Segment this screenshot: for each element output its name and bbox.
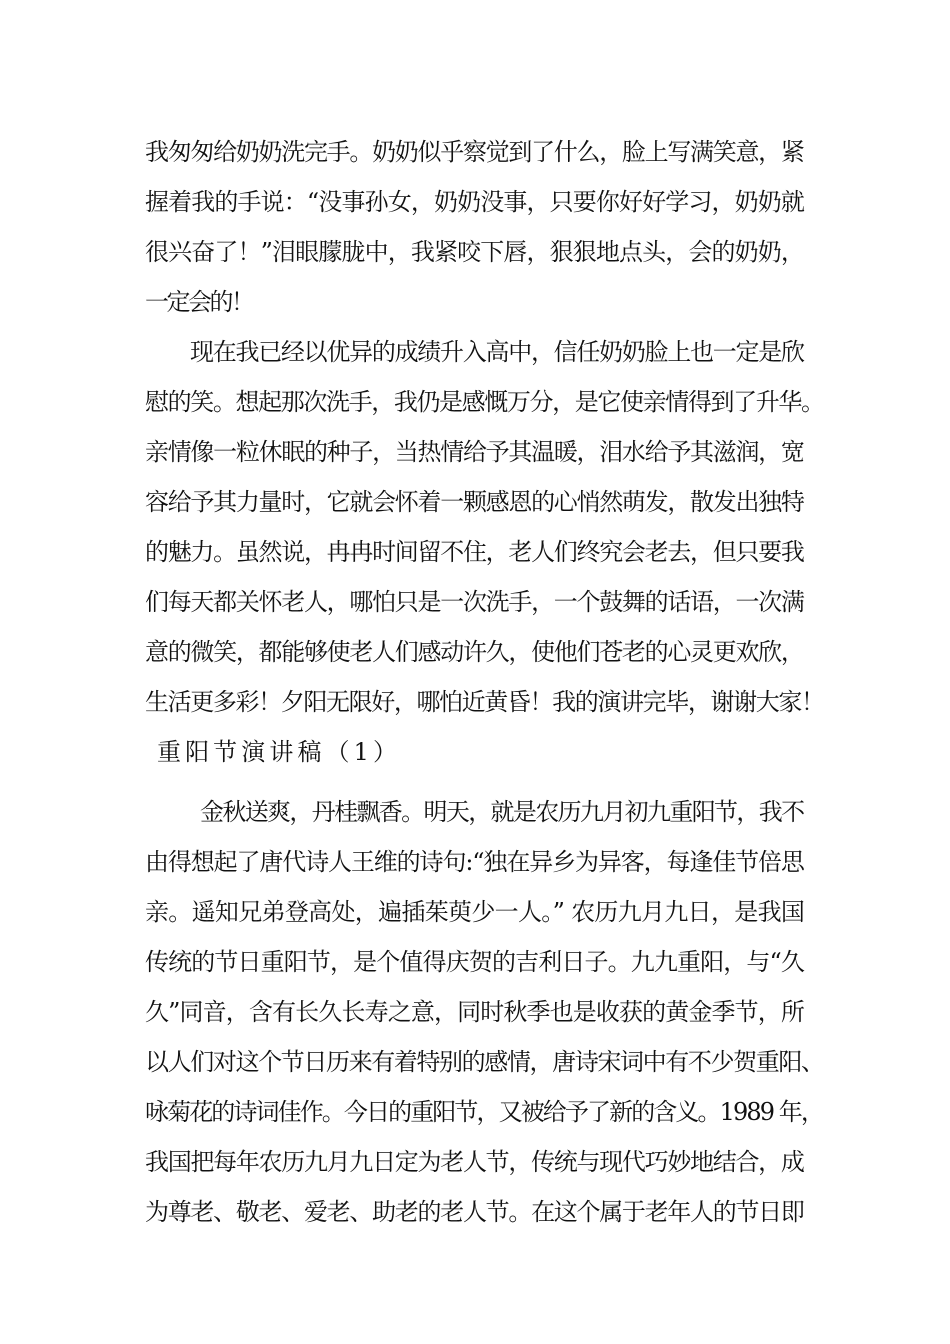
text-line-content: 亲。遥知兄弟登高处，遍插茱萸少一人。” 农历九月九日，是我国 xyxy=(145,898,805,926)
section-heading-text: 重阳节演讲稿（1） xyxy=(157,738,402,766)
text-line-content: 由得想起了唐代诗人王维的诗句:“独在异乡为异客，每逢佳节倍思 xyxy=(145,848,804,876)
text-line-content: 为尊老、敬老、爱老、助老的老人节。在这个属于老年人的节日即 xyxy=(145,1198,804,1226)
text-line-content: 亲情像一粒休眠的种子，当热情给予其温暖，泪水给予其滋润，宽 xyxy=(145,438,804,466)
text-line-content: 握着我的手说：“没事孙女，奶奶没事，只要你好好学习，奶奶就 xyxy=(145,188,805,216)
text-line-content: 现在我已经以优异的成绩升入高中，信任奶奶脸上也一定是欣 xyxy=(190,338,804,366)
text-line-content: 我匆匆给奶奶洗完手。奶奶似乎察觉到了什么，脸上写满笑意，紧 xyxy=(145,138,804,166)
text-line-content: 慰的笑。想起那次洗手，我仍是感慨万分，是它使亲情得到了升华。 xyxy=(145,388,824,416)
text-line-content: 久”同音，含有长久长寿之意，同时秋季也是收获的黄金季节，所 xyxy=(145,998,805,1026)
text-line-content: 一定会的！ xyxy=(145,288,253,316)
text-line-content: 生活更多彩！夕阳无限好，哪怕近黄昏！我的演讲完毕，谢谢大家！ xyxy=(145,688,824,716)
text-line-content: 我国把每年农历九月九日定为老人节，传统与现代巧妙地结合，成 xyxy=(145,1148,804,1176)
text-line-content: 很兴奋了！”泪眼朦胧中，我紧咬下唇，狠狠地点头，会的奶奶， xyxy=(145,238,805,266)
text-line-content: 容给予其力量时，它就会怀着一颗感恩的心悄然萌发，散发出独特 xyxy=(145,488,804,516)
text-line-content: 咏菊花的诗词佳作。今日的重阳节，又被给予了新的含义。1989 年， xyxy=(145,1098,824,1126)
text-line-content: 们每天都关怀老人，哪怕只是一次洗手，一个鼓舞的话语，一次满 xyxy=(145,588,804,616)
text-line-content: 的魅力。虽然说，冉冉时间留不住，老人们终究会老去，但只要我 xyxy=(145,538,804,566)
text-line-content: 传统的节日重阳节，是个值得庆贺的吉利日子。九九重阳，与“久 xyxy=(145,948,805,976)
text-line-content: 意的微笑，都能够使老人们感动许久，使他们苍老的心灵更欢欣， xyxy=(145,638,804,666)
text-line-content: 以人们对这个节日历来有着特别的感情，唐诗宋词中有不少贺重阳、 xyxy=(145,1048,824,1076)
text-line-content: 金秋送爽，丹桂飘香。明天，就是农历九月初九重阳节，我不 xyxy=(200,798,804,826)
